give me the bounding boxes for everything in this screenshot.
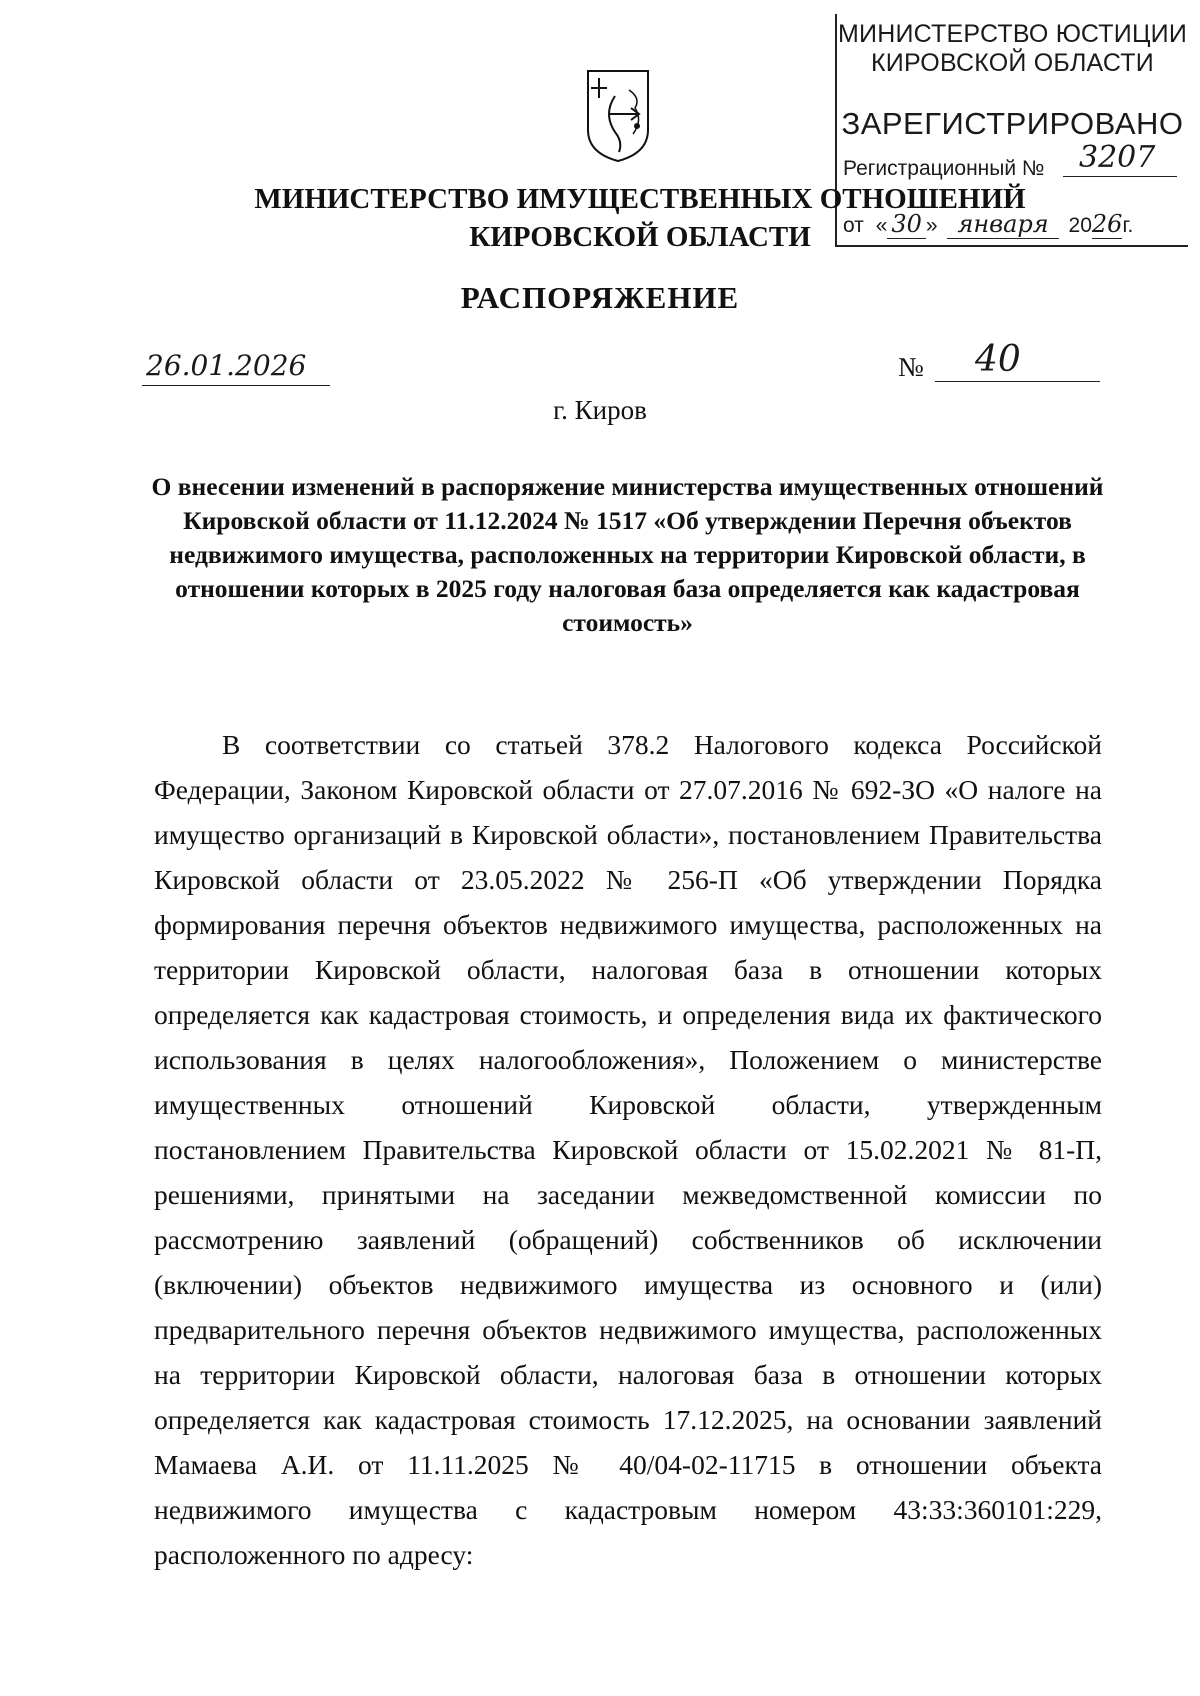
stamp-reg-number-field <box>1063 140 1177 177</box>
stamp-year-suffix: 26 <box>1091 210 1123 238</box>
document-number-field <box>935 339 1100 382</box>
stamp-year-prefix: 20 <box>1068 214 1092 237</box>
document-number-label: № <box>898 352 924 382</box>
ministry-name-line-2: КИРОВСКОЙ ОБЛАСТИ <box>469 221 811 253</box>
stamp-reg-number: 3207 <box>1079 140 1156 175</box>
coat-of-arms-icon <box>585 68 651 164</box>
document-number: 40 <box>975 339 1021 380</box>
stamp-year-unit: г. <box>1122 214 1134 237</box>
document-date: 26.01.2026 <box>146 349 307 382</box>
document-type: РАСПОРЯЖЕНИЕ <box>460 280 740 315</box>
city: г. Киров <box>553 395 647 425</box>
stamp-date-row: от « 30 » января 2026г. <box>843 210 1134 238</box>
stamp-date-prefix: от <box>843 214 864 237</box>
body-paragraph: В соответствии со статьей 378.2 Налогового кодекса Российской Федерации, Законом Кировской области от 27.07.2016 № 692-ЗО «О налоге на имущество организаций в Кировской области», постановлением Правительства Кировской области от 23.05.2022 № 256-П «Об утверждении Порядка формирования перечня объектов недвижимого имущества, расположенных на территории Кировской области, налоговая база в отношении которых определяется как кадастровая стоимость, и определения вида их фактического использования в целях налогообложения», Положением о министерстве имущественных отношений Кировской области, утвержденным постановлением Правительства Кировской области от 15.02.2021 № 81-П, решениями, принятыми на заседании межведомственной комиссии по рассмотрению заявлений (обращений) собственников об исключении (включении) объектов недвижимого имущества из основного и (или) предварительного перечня объектов недвижимого имущества, расположенных на территории Кировской области, налоговая база в отношении которых определяется как кадастровая стоимость 17.12.2025, на основании заявлений Мамаева А.И. от 11.11.2025 № 40/04-02-11715 в отношении объекта недвижимого имущества с кадастровым номером 43:33:360101:229, расположенного по адресу: <box>154 729 1102 1570</box>
stamp-reg-label: Регистрационный № <box>843 157 1045 180</box>
document-date-field <box>142 347 330 386</box>
stamp-month: января <box>947 210 1058 239</box>
ministry-name-line-1: МИНИСТЕРСТВО ИМУЩЕСТВЕННЫХ ОТНОШЕНИЙ <box>254 183 1026 215</box>
stamp-line-1: МИНИСТЕРСТВО ЮСТИЦИИ <box>838 20 1187 48</box>
stamp-line-2: КИРОВСКОЙ ОБЛАСТИ <box>871 49 1154 77</box>
ministry-name <box>240 180 1040 256</box>
stamp-day: 30 <box>887 210 926 239</box>
stamp-status: ЗАРЕГИСТРИРОВАНО <box>841 106 1184 141</box>
document-subject: О внесении изменений в распоряжение министерства имущественных отношений Кировской области от 11.12.2024 № 1517 «Об утверждении Перечня объектов недвижимого имущества, расположенных на территории Кировской области, в отношении которых в 2025 году налоговая база определяется как кадастровая стоимость» <box>151 472 1104 637</box>
